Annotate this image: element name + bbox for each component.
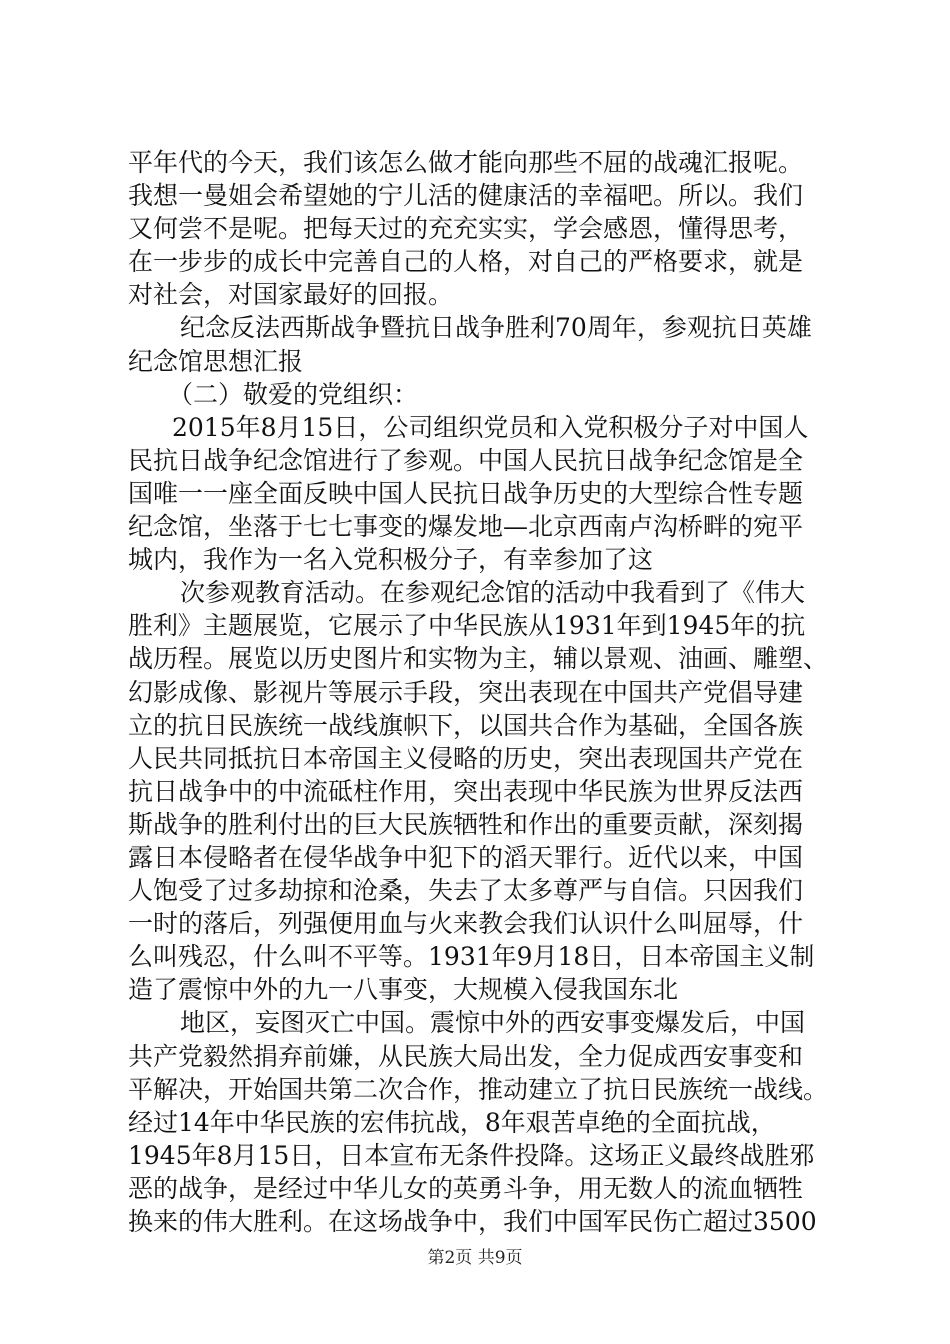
text-line: 战历程。展览以历史图片和实物为主，辅以景观、油画、雕塑、 xyxy=(128,644,829,674)
text-line: 共产党毅然捐弃前嫌，从民族大局出发，全力促成西安事变和 xyxy=(128,1041,804,1071)
text-line: 抗日战争中的中流砥柱作用，突出表现中华民族为世界反法西 xyxy=(128,776,804,806)
text-line: 斯战争的胜利付出的巨大民族牺牲和作出的重要贡献，深刻揭 xyxy=(128,809,804,839)
text-line: 2015年8月15日，公司组织党员和入党积极分子对中国人 xyxy=(172,412,809,442)
document-body xyxy=(128,146,848,1238)
text-line: 1945年8月15日，日本宣布无条件投降。这场正义最终战胜邪 xyxy=(128,1140,815,1170)
text-line: 人饱受了过多劫掠和沧桑，失去了太多尊严与自信。只因我们 xyxy=(128,876,804,906)
text-line: 人民共同抵抗日本帝国主义侵略的历史，突出表现国共产党在 xyxy=(128,743,804,773)
text-line: 国唯一一座全面反映中国人民抗日战争历史的大型综合性专题 xyxy=(128,478,804,508)
text-line: 造了震惊中外的九一八事变，大规模入侵我国东北 xyxy=(128,975,679,1005)
heading-line: 纪念反法西斯战争暨抗日战争胜利70周年，参观抗日英雄 xyxy=(180,313,812,343)
page-number-footer: 第2页 共9页 xyxy=(427,1248,523,1268)
text-line: 纪念馆，坐落于七七事变的爆发地—北京西南卢沟桥畔的宛平 xyxy=(128,512,804,542)
text-line: 露日本侵略者在侵华战争中犯下的滔天罪行。近代以来，中国 xyxy=(128,842,804,872)
text-line: 我想一曼姐会希望她的宁儿活的健康活的幸福吧。所以。我们 xyxy=(128,181,804,211)
text-line: 换来的伟大胜利。在这场战争中，我们中国军民伤亡超过3500 xyxy=(128,1207,817,1236)
text-line: 么叫残忍，什么叫不平等。1931年9月18日，日本帝国主义制 xyxy=(128,942,815,972)
text-line: 恶的战争，是经过中华儿女的英勇斗争，用无数人的流血牺牲 xyxy=(128,1173,804,1203)
text-line: 对社会，对国家最好的回报。 xyxy=(128,280,454,310)
text-line: 平解决，开始国共第二次合作，推动建立了抗日民族统一战线。 xyxy=(128,1074,829,1104)
text-line: 城内，我作为一名入党积极分子，有幸参加了这 xyxy=(128,545,654,575)
heading-line: 纪念馆思想汇报 xyxy=(128,346,304,376)
text-line: 次参观教育活动。在参观纪念馆的活动中我看到了《伟大 xyxy=(180,578,806,608)
text-line: 一时的落后，列强便用血与火来教会我们认识什么叫屈辱，什 xyxy=(128,909,804,939)
text-line: 平年代的今天，我们该怎么做才能向那些不屈的战魂汇报呢。 xyxy=(128,148,804,177)
text-line: 立的抗日民族统一战线旗帜下，以国共合作为基础，全国各族 xyxy=(128,710,804,740)
text-line: 又何尝不是呢。把每天过的充充实实，学会感恩，懂得思考， xyxy=(128,214,804,244)
text-line: 民抗日战争纪念馆进行了参观。中国人民抗日战争纪念馆是全 xyxy=(128,445,804,475)
text-line: 胜利》主题展览，它展示了中华民族从1931年到1945年的抗 xyxy=(128,611,806,641)
text-line: 地区，妄图灭亡中国。震惊中外的西安事变爆发后，中国 xyxy=(180,1008,806,1038)
salutation-line: （二）敬爱的党组织： xyxy=(168,379,419,409)
text-line: 在一步步的成长中完善自己的人格，对自己的严格要求，就是 xyxy=(128,247,804,277)
text-line: 幻影成像、影视片等展示手段，突出表现在中国共产党倡导建 xyxy=(128,677,804,707)
text-line: 经过14年中华民族的宏伟抗战，8年艰苦卓绝的全面抗战， xyxy=(128,1107,776,1137)
